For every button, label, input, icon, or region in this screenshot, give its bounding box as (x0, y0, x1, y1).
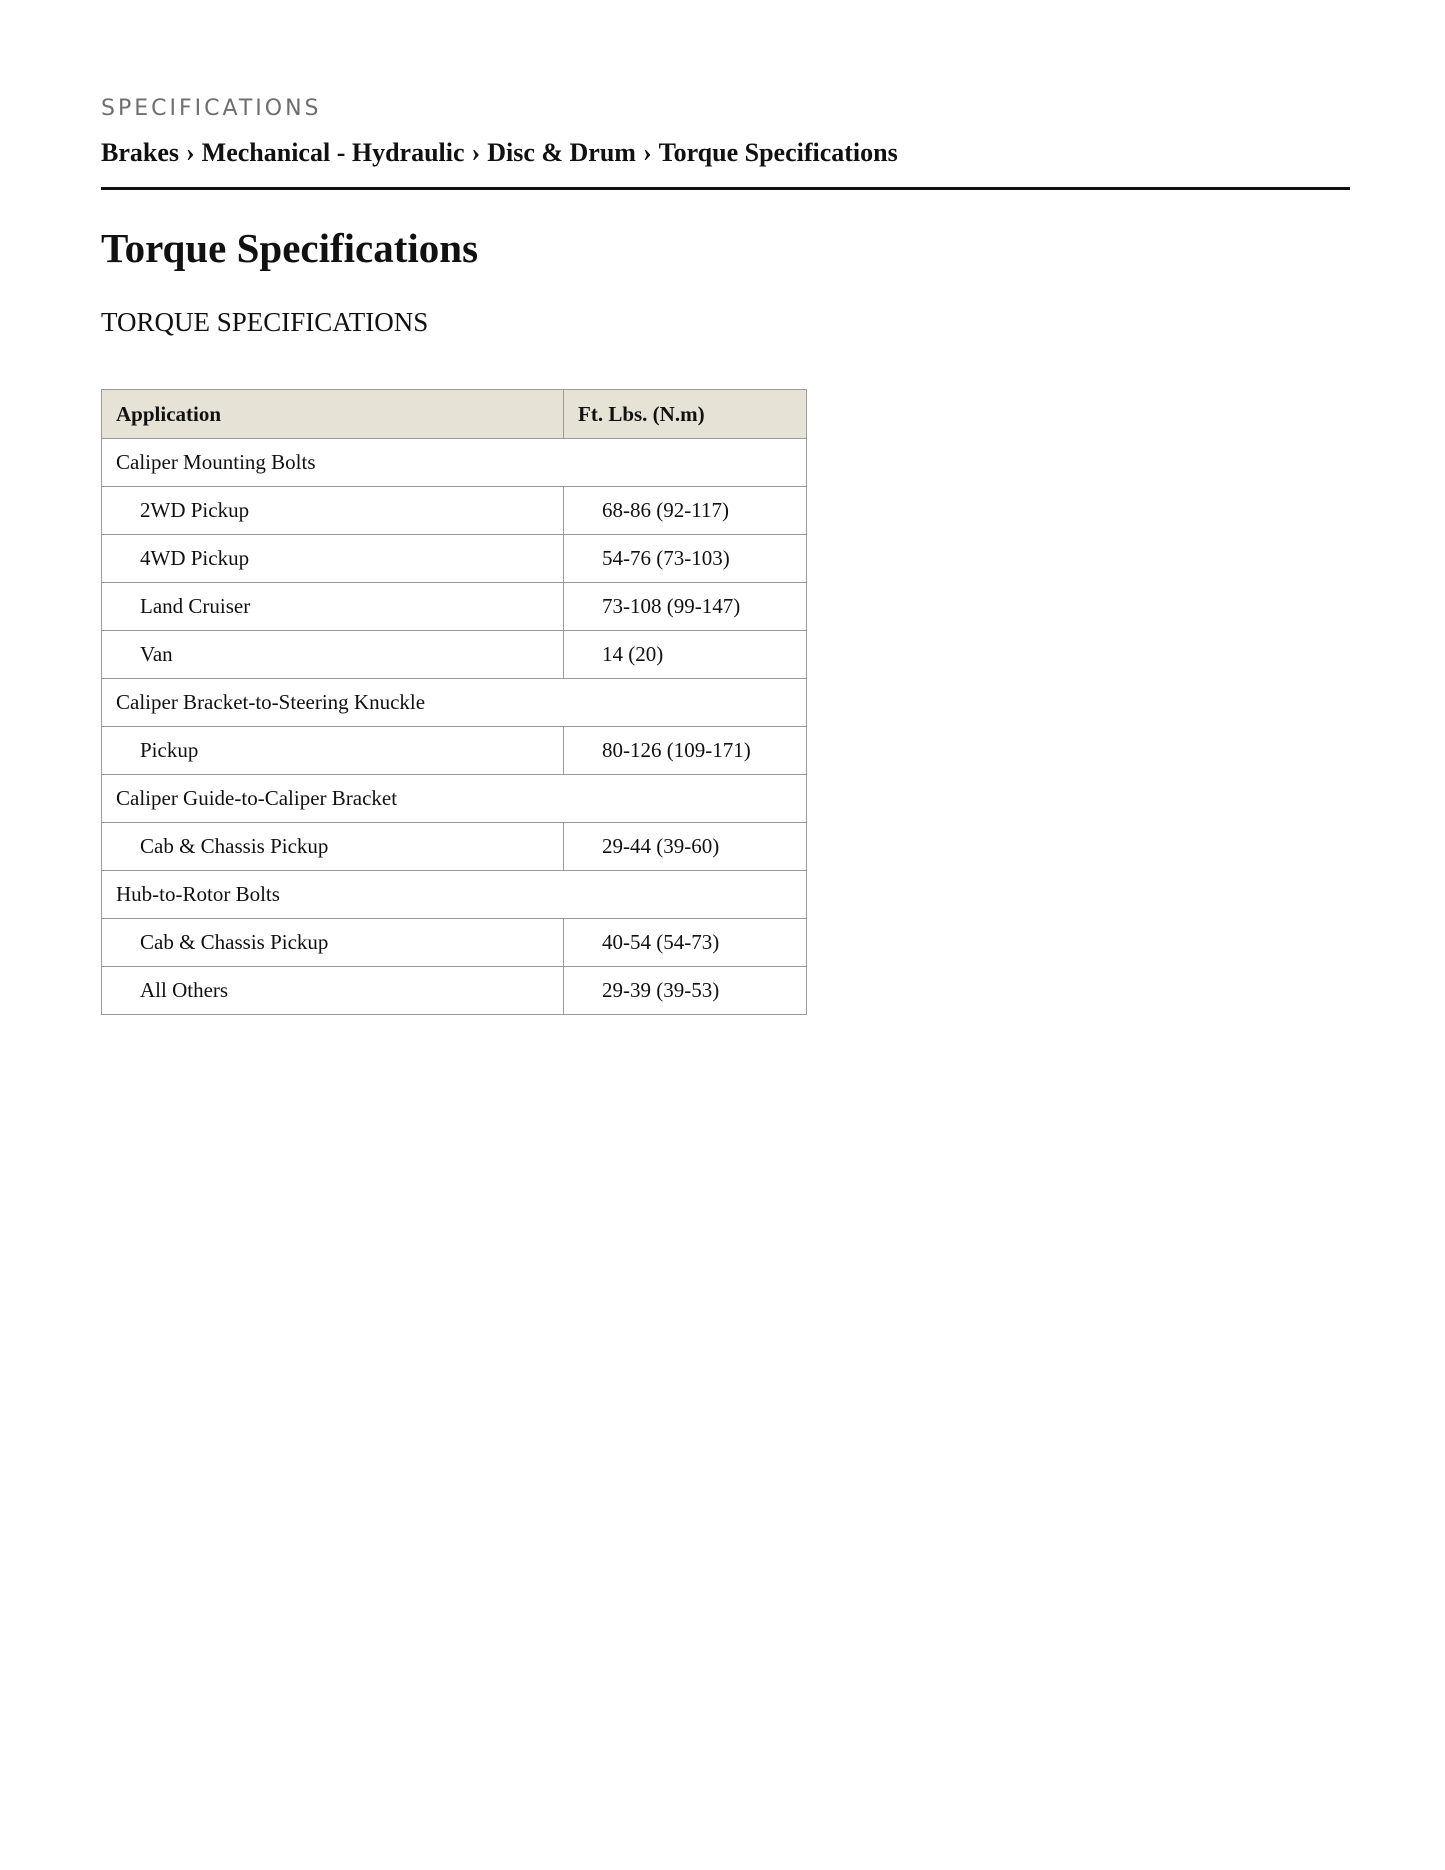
table-row (102, 583, 807, 631)
table-row (102, 823, 807, 871)
table-row (102, 919, 807, 967)
application-cell: All Others (102, 967, 564, 1015)
torque-value-cell: 68-86 (92-117) (564, 487, 807, 535)
table-group-row (102, 871, 807, 919)
header-divider (101, 187, 1350, 190)
torque-value-cell: 80-126 (109-171) (564, 727, 807, 775)
application-cell: Cab & Chassis Pickup (102, 919, 564, 967)
table-row (102, 535, 807, 583)
application-cell: Van (102, 631, 564, 679)
torque-value-cell: 29-39 (39-53) (564, 967, 807, 1015)
section-kicker: SPECIFICATIONS (101, 96, 322, 121)
table-group-row (102, 439, 807, 487)
torque-value-cell: 14 (20) (564, 631, 807, 679)
torque-value-cell: 29-44 (39-60) (564, 823, 807, 871)
breadcrumb-separator-icon: › (642, 138, 652, 167)
application-cell: 2WD Pickup (102, 487, 564, 535)
table-row (102, 727, 807, 775)
application-cell: Cab & Chassis Pickup (102, 823, 564, 871)
torque-spec-table (101, 389, 807, 1015)
table-row (102, 967, 807, 1015)
torque-value-cell: 73-108 (99-147) (564, 583, 807, 631)
breadcrumb (101, 138, 898, 168)
group-label: Caliper Bracket-to-Steering Knuckle (102, 679, 807, 727)
application-cell: Pickup (102, 727, 564, 775)
page-title: Torque Specifications (101, 225, 479, 271)
table-row (102, 487, 807, 535)
group-label: Caliper Mounting Bolts (102, 439, 807, 487)
table-group-row (102, 679, 807, 727)
breadcrumb-item-brakes[interactable]: Brakes (101, 138, 179, 167)
column-header-application: Application (102, 390, 564, 439)
breadcrumb-item-current: Torque Specifications (658, 138, 898, 167)
column-header-torque: Ft. Lbs. (N.m) (564, 390, 807, 439)
breadcrumb-separator-icon: › (471, 138, 481, 167)
section-subtitle: TORQUE SPECIFICATIONS (101, 307, 429, 337)
breadcrumb-item-disc-drum[interactable]: Disc & Drum (487, 138, 636, 167)
application-cell: 4WD Pickup (102, 535, 564, 583)
table-group-row (102, 775, 807, 823)
breadcrumb-item-mechanical-hydraulic[interactable]: Mechanical - Hydraulic (201, 138, 465, 167)
breadcrumb-separator-icon: › (186, 138, 195, 167)
table-body (102, 439, 807, 1015)
group-label: Caliper Guide-to-Caliper Bracket (102, 775, 807, 823)
table-row (102, 631, 807, 679)
torque-value-cell: 40-54 (54-73) (564, 919, 807, 967)
torque-value-cell: 54-76 (73-103) (564, 535, 807, 583)
application-cell: Land Cruiser (102, 583, 564, 631)
group-label: Hub-to-Rotor Bolts (102, 871, 807, 919)
table-header-row (102, 390, 807, 439)
